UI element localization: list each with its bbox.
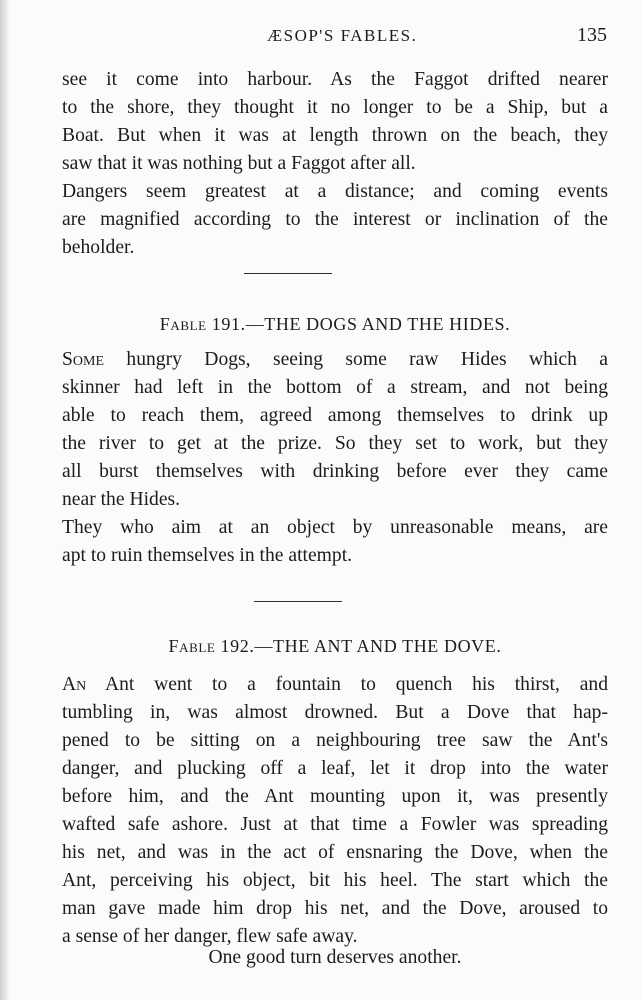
text-line: tumbling in, was almost drowned. But a Dove that hap- bbox=[62, 702, 608, 723]
fable-label: Fable 192. bbox=[168, 636, 255, 656]
fable-title: —THE ANT AND THE DOVE. bbox=[254, 636, 502, 656]
text-line: Ant, perceiving his object, bit his heel. The start which the bbox=[62, 870, 608, 891]
line-rest: hungry Dogs, seeing some raw Hides which a bbox=[104, 349, 608, 370]
section-divider bbox=[244, 273, 332, 274]
text-line bbox=[62, 346, 608, 374]
text-line: danger, and plucking off a leaf, let it drop into the water bbox=[62, 758, 608, 779]
text-line: Boat. But when it was at length thrown on the beach, they bbox=[62, 125, 608, 146]
fable-body bbox=[62, 346, 608, 514]
running-title: ÆSOP'S FABLES. bbox=[267, 26, 418, 45]
fable-moral: One good turn deserves another. bbox=[208, 947, 462, 968]
text-line: see it come into harbour. As the Faggot drifted nearer bbox=[62, 69, 608, 90]
fable-heading bbox=[62, 636, 608, 657]
text-line: the river to get at the prize. So they set to work, but they bbox=[62, 433, 608, 454]
text-line: skinner had left in the bottom of a stream, and not being bbox=[62, 377, 608, 398]
section-divider bbox=[254, 601, 342, 602]
text-line: pened to be sitting on a neighbouring tree saw the Ant's bbox=[62, 730, 608, 751]
text-line bbox=[62, 671, 608, 699]
text-line: apt to ruin themselves in the attempt. bbox=[62, 545, 353, 566]
intro-paragraph bbox=[62, 66, 608, 178]
text-line: are magnified according to the interest or inclination of the bbox=[62, 209, 608, 230]
text-line: wafted safe ashore. Just at that time a Fowler was spreading bbox=[62, 814, 608, 835]
fable-body bbox=[62, 671, 608, 951]
text-line: beholder. bbox=[62, 237, 135, 258]
fable-moral bbox=[62, 514, 608, 570]
text-line: They who aim at an object by unreasonable means, are bbox=[62, 517, 608, 538]
fable-heading bbox=[62, 314, 608, 335]
page-number: 135 bbox=[577, 24, 607, 46]
text-line: near the Hides. bbox=[62, 489, 181, 510]
text-line: his net, and was in the act of ensnaring the Dove, when the bbox=[62, 842, 608, 863]
fable-title: —THE DOGS AND THE HIDES. bbox=[245, 314, 511, 334]
fable-label: Fable 191. bbox=[159, 314, 246, 334]
text-line: man gave made him drop his net, and the Dove, aroused to bbox=[62, 898, 608, 919]
text-line: a sense of her danger, flew safe away. bbox=[62, 926, 358, 947]
running-header bbox=[62, 22, 609, 52]
text-line: Dangers seem greatest at a distance; and coming events bbox=[62, 181, 608, 202]
text-line: before him, and the Ant mounting upon it, was presently bbox=[62, 786, 608, 807]
first-word: An bbox=[62, 674, 87, 695]
intro-moral bbox=[62, 178, 608, 262]
text-line: all burst themselves with drinking before ever they came bbox=[62, 461, 608, 482]
text-line: to the shore, they thought it no longer to be a Ship, but a bbox=[62, 97, 608, 118]
text-line: able to reach them, agreed among themselves to drink up bbox=[62, 405, 608, 426]
first-word: Some bbox=[62, 349, 105, 370]
line-rest: Ant went to a fountain to quench his thirst, and bbox=[86, 674, 608, 695]
text-line: saw that it was nothing but a Faggot after all. bbox=[62, 153, 416, 174]
